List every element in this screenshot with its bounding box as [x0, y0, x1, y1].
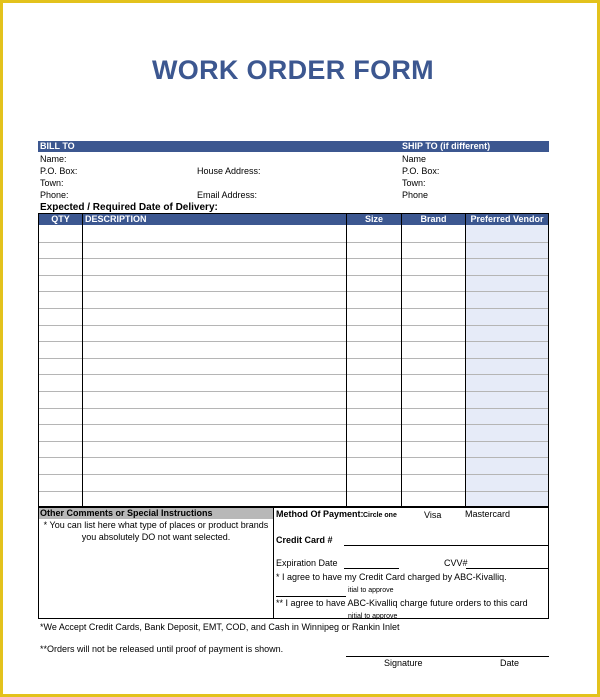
col-preferred-vendor: Preferred Vendor	[470, 214, 544, 224]
table-row-line	[39, 308, 548, 309]
signature-date-line[interactable]	[346, 656, 549, 657]
bill-to-header: BILL TO	[40, 141, 75, 151]
table-row-line	[39, 474, 548, 475]
credit-card-line[interactable]	[344, 545, 548, 546]
table-row-line	[39, 242, 548, 243]
date-label: Date	[500, 658, 520, 668]
circle-one-hint: Circle one	[363, 512, 397, 519]
expiration-line[interactable]	[344, 568, 399, 569]
table-row-line	[39, 408, 548, 409]
table-row-line	[39, 441, 548, 442]
signature-label: Signature	[384, 658, 423, 668]
address-header-bar	[38, 141, 549, 152]
payment-method-label: Method Of Payment:	[276, 509, 364, 519]
ship-to-header: SHIP TO (if different)	[402, 141, 491, 151]
col-brand: Brand	[420, 214, 447, 224]
col-divider	[346, 214, 347, 506]
col-size: Size	[364, 214, 383, 224]
table-row-line	[39, 358, 548, 359]
cvv-line[interactable]	[466, 568, 548, 569]
delivery-date-label[interactable]: Expected / Required Date of Delivery:	[40, 202, 218, 213]
table-row-line	[39, 424, 548, 425]
ship-name-label[interactable]: Name	[402, 154, 427, 164]
house-address-label[interactable]: House Address:	[197, 166, 261, 176]
form-title: WORK ORDER FORM	[152, 55, 434, 85]
table-row-line	[39, 457, 548, 458]
col-divider	[82, 214, 83, 506]
email-address-label[interactable]: Email Address:	[197, 190, 258, 200]
comments-line-2: you absolutely DO not want selected.	[81, 532, 231, 542]
comments-box[interactable]	[38, 507, 274, 619]
initial-1-line[interactable]	[276, 596, 346, 597]
comments-text	[39, 519, 273, 543]
bill-name-label[interactable]: Name:	[40, 154, 67, 164]
bill-po-box-label[interactable]: P.O. Box:	[40, 166, 78, 176]
comments-header: Other Comments or Special Instructions	[39, 508, 273, 519]
col-divider	[465, 214, 466, 506]
ship-town-label[interactable]: Town:	[402, 178, 426, 188]
mastercard-option[interactable]: Mastercard	[465, 509, 511, 519]
table-row-line	[39, 258, 548, 259]
bill-phone-label[interactable]: Phone:	[40, 190, 69, 200]
vendor-column-shade	[466, 225, 548, 506]
table-header	[39, 214, 548, 225]
table-row-line	[39, 325, 548, 326]
col-qty: QTY	[51, 214, 70, 224]
expiration-label: Expiration Date	[276, 558, 338, 568]
table-row-line	[39, 374, 548, 375]
table-row-line	[39, 491, 548, 492]
agree-future-text: ** I agree to have ABC-Kivalliq charge future orders to this card	[276, 598, 528, 608]
payment-box	[274, 507, 549, 619]
comments-line-1: * You can list here what type of places or product brands	[43, 520, 269, 530]
visa-option[interactable]: Visa	[424, 510, 442, 520]
table-row-line	[39, 341, 548, 342]
bill-town-label[interactable]: Town:	[40, 178, 64, 188]
ship-phone-label[interactable]: Phone	[402, 190, 429, 200]
items-table[interactable]	[38, 213, 549, 507]
orders-release-note: **Orders will not be released until proof of payment is shown.	[40, 644, 284, 654]
cvv-label: CVV#	[444, 558, 468, 568]
agree-charge-text: * I agree to have my Credit Card charged by ABC-Kivalliq.	[276, 572, 507, 582]
col-divider	[401, 214, 402, 506]
accepted-payments-note: *We Accept Credit Cards, Bank Deposit, EMT, COD, and Cash in Winnipeg or Rankin Inlet	[40, 622, 400, 632]
table-row-line	[39, 275, 548, 276]
initial-1-hint: itial to approve	[348, 587, 394, 594]
credit-card-label: Credit Card #	[276, 535, 333, 545]
col-description: DESCRIPTION	[85, 214, 147, 224]
table-row-line	[39, 391, 548, 392]
initial-2-hint: nitial to approve	[348, 613, 398, 620]
table-row-line	[39, 291, 548, 292]
ship-po-box-label[interactable]: P.O. Box:	[402, 166, 440, 176]
